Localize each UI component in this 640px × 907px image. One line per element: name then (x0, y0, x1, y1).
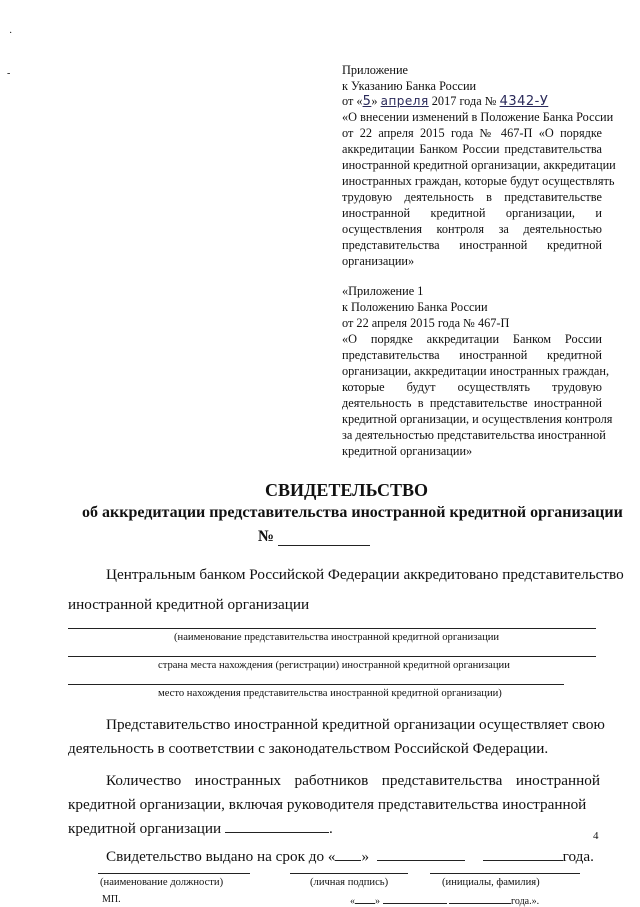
sig-initials-caption: (инициалы, фамилия) (442, 877, 540, 888)
date-prefix: от « (342, 94, 363, 108)
sig-signature-caption: (личная подпись) (310, 877, 389, 888)
page-number: 4 (593, 830, 599, 842)
margin-speck-2: ‑ (7, 68, 11, 79)
issue-date-open: « (350, 896, 355, 907)
validity-line (106, 848, 594, 866)
para1-line-2: деятельность в соответствии с законодательством Российской Федерации. (68, 740, 549, 757)
position-sign-line (98, 873, 250, 874)
para2-line-1: Количество иностранных работников представительства иностранной (106, 772, 600, 789)
header-text-line-1: «О внесении изменений в Положение Банка России (342, 110, 614, 124)
name-blank-line (68, 628, 596, 629)
date-mid: » (371, 94, 378, 108)
issue-date-suffix: года.». (511, 896, 540, 907)
header-line-2: к Указанию Банка России (342, 79, 477, 93)
header-text-line-7: иностранной кредитной организации, и (342, 206, 602, 220)
appendix-line-1: «Приложение 1 (342, 284, 424, 298)
country-blank-line (68, 656, 596, 657)
header-text-line-4: иностранной кредитной организации, аккредитации (342, 158, 616, 172)
caption-location: место нахождения представительства иностранной кредитной организации) (158, 688, 502, 699)
appendix-text-last: кредитной организации» (342, 444, 473, 458)
stamp-place-mp: МП. (102, 894, 121, 905)
intro-line-2: иностранной кредитной организации (68, 596, 310, 613)
issue-year-blank (449, 895, 511, 904)
appendix-text-line-1: «О порядке аккредитации Банком России (342, 332, 602, 346)
location-blank-line (68, 684, 564, 685)
para2-line-2: кредитной организации, включая руководителя представительства иностранной (68, 796, 587, 813)
appendix-text-line-7: за деятельностью представительства иностранной (342, 428, 606, 442)
intro-line-1: Центральным банком Российской Федерации аккредитовано представительство (106, 566, 624, 583)
date-year: 2017 года № (431, 94, 497, 108)
caption-name: (наименование представительства иностранной кредитной организации (174, 632, 500, 643)
certificate-number-blank (278, 545, 370, 546)
appendix-text-line-6: кредитной организации, и осуществления контроля (342, 412, 613, 426)
validity-quote-close: » (361, 848, 370, 865)
validity-suffix: года. (562, 848, 594, 865)
header-text-last: организации» (342, 254, 415, 268)
validity-prefix: Свидетельство выдано на срок до « (106, 848, 336, 865)
header-text-line-2: от 22 апреля 2015 года № 467-П «О порядке (342, 126, 602, 140)
header-line-1: Приложение (342, 63, 408, 77)
para2-line-3-prefix: кредитной организации (68, 820, 222, 837)
certificate-number-label: № (258, 528, 275, 545)
appendix-line-3: от 22 апреля 2015 года № 467-П (342, 316, 510, 330)
appendix-text-line-2: представительства иностранной кредитной (342, 348, 602, 362)
certificate-title: СВИДЕТЕЛЬСТВО (265, 480, 429, 500)
margin-speck-1: · (9, 28, 13, 39)
header-text-line-3: аккредитации Банком России представительства (342, 142, 602, 156)
validity-day-blank (335, 848, 361, 861)
date-day: 5 (362, 94, 372, 109)
issue-date-close: » (375, 896, 380, 907)
validity-month-blank (377, 848, 465, 861)
signature-line (290, 873, 408, 874)
issue-month-blank (383, 895, 447, 904)
workers-count-blank (225, 820, 329, 833)
issue-date-line (350, 895, 539, 907)
header-text-line-9: представительства иностранной кредитной (342, 238, 602, 252)
appendix-text-line-5: деятельность в представительстве иностранной (342, 396, 602, 410)
appendix-text-line-3: организации, аккредитации иностранных граждан, (342, 364, 610, 378)
caption-country: страна места нахождения (регистрации) иностранной кредитной организации (158, 660, 510, 671)
appendix-text-line-4: которые будут осуществлять трудовую (342, 380, 602, 394)
appendix-line-2: к Положению Банка России (342, 300, 488, 314)
certificate-subtitle: об аккредитации представительства иностранной кредитной организации (82, 504, 623, 521)
issue-day-blank (355, 895, 375, 904)
validity-year-blank (483, 848, 563, 861)
header-text-line-8: осуществления контроля за деятельностью (342, 222, 602, 236)
para2-line-3-suffix: . (328, 820, 333, 837)
header-text-line-6: трудовую деятельность в представительстве (342, 190, 602, 204)
para1-line-1: Представительство иностранной кредитной организации осуществляет свою (106, 716, 605, 733)
sig-position-caption: (наименование должности) (100, 877, 224, 888)
header-text-line-5: иностранных граждан, которые будут осуществлять (342, 174, 615, 188)
date-month: апреля (380, 94, 429, 108)
order-number: 4342-У (499, 94, 549, 109)
header-date-line (342, 93, 548, 110)
initials-line (430, 873, 580, 874)
para2-line-3 (68, 820, 333, 838)
